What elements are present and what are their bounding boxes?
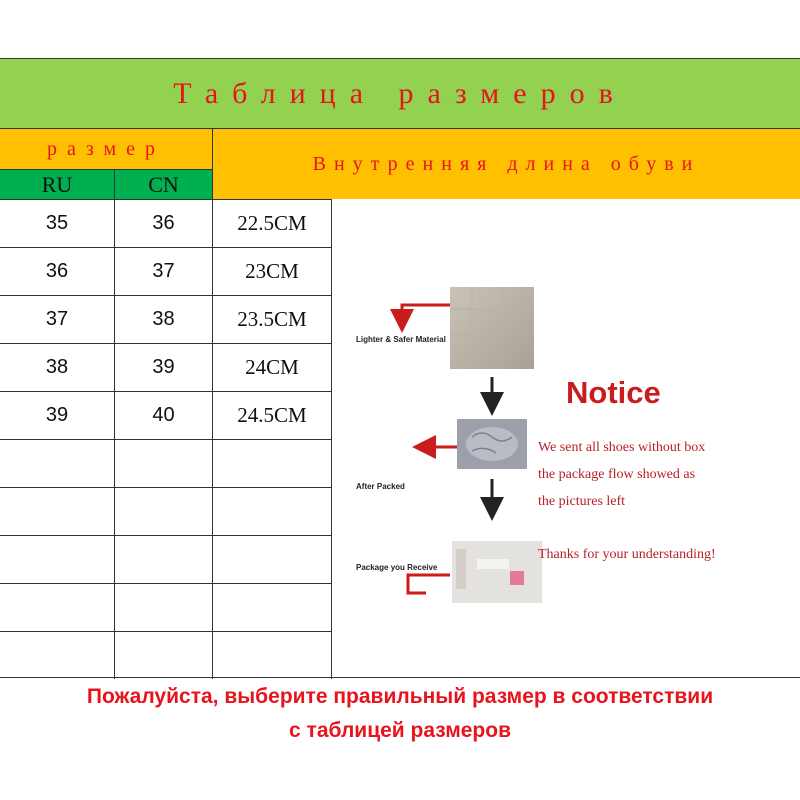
ru-cell: 38 <box>0 344 115 391</box>
table-row <box>0 296 332 344</box>
cn-cell: 38 <box>115 296 213 343</box>
length-header-label: Внутренняя длина обуви <box>312 152 701 175</box>
length-cell: 24.5CM <box>213 392 332 439</box>
size-header-label: размер <box>46 137 166 160</box>
length-cell <box>213 584 332 631</box>
length-cell <box>213 488 332 535</box>
chart-title: Таблица размеров <box>173 76 627 110</box>
cn-cell: 36 <box>115 200 213 247</box>
length-cell <box>213 440 332 487</box>
notice-illustration <box>332 199 800 679</box>
cn-cell <box>115 440 213 487</box>
footer-note <box>0 678 800 748</box>
length-header <box>213 129 800 199</box>
ru-cell <box>0 584 115 631</box>
cn-cell <box>115 536 213 583</box>
table-row <box>0 632 332 680</box>
cn-cell <box>115 488 213 535</box>
footer-line1: Пожалуйста, выберите правильный размер в соответствии <box>86 685 714 708</box>
ru-cell <box>0 488 115 535</box>
cn-cell: 39 <box>115 344 213 391</box>
title-bar <box>0 59 800 129</box>
notice-heading: Notice <box>566 375 661 410</box>
length-cell: 23CM <box>213 248 332 295</box>
notice-panel <box>332 199 800 679</box>
table-row <box>0 488 332 536</box>
length-cell: 23.5CM <box>213 296 332 343</box>
step2-label: After Packed <box>356 482 405 491</box>
table-row <box>0 200 332 248</box>
cn-cell: 37 <box>115 248 213 295</box>
size-table <box>0 199 332 679</box>
cn-cell <box>115 584 213 631</box>
table-row <box>0 440 332 488</box>
table-row <box>0 392 332 440</box>
size-chart <box>0 58 800 678</box>
red-arrow-icon <box>408 575 450 593</box>
notice-line2: the package flow showed as <box>538 467 696 482</box>
step3-label: Package you Receive <box>356 563 438 572</box>
ru-cell: 37 <box>0 296 115 343</box>
cn-cell <box>115 632 213 679</box>
ru-column-header: RU <box>0 169 115 199</box>
notice-line1: We sent all shoes without box <box>538 440 706 455</box>
ru-cell <box>0 440 115 487</box>
cn-cell: 40 <box>115 392 213 439</box>
table-row <box>0 536 332 584</box>
notice-thanks: Thanks for your understanding! <box>538 547 716 562</box>
ru-cell: 35 <box>0 200 115 247</box>
footer-line2: с таблицей размеров <box>289 719 511 742</box>
ru-cell <box>0 536 115 583</box>
ru-cell: 39 <box>0 392 115 439</box>
cn-column-header: CN <box>115 169 213 199</box>
length-cell: 22.5CM <box>213 200 332 247</box>
ru-cell: 36 <box>0 248 115 295</box>
size-header <box>0 129 213 169</box>
table-row <box>0 584 332 632</box>
table-row <box>0 248 332 296</box>
ru-cell <box>0 632 115 679</box>
material-photo <box>450 287 534 369</box>
notice-line3: the pictures left <box>538 494 626 509</box>
length-cell: 24CM <box>213 344 332 391</box>
red-arrow-icon <box>402 305 450 327</box>
length-cell <box>213 632 332 679</box>
table-row <box>0 344 332 392</box>
length-cell <box>213 536 332 583</box>
step1-label: Lighter & Safer Material <box>356 335 446 344</box>
